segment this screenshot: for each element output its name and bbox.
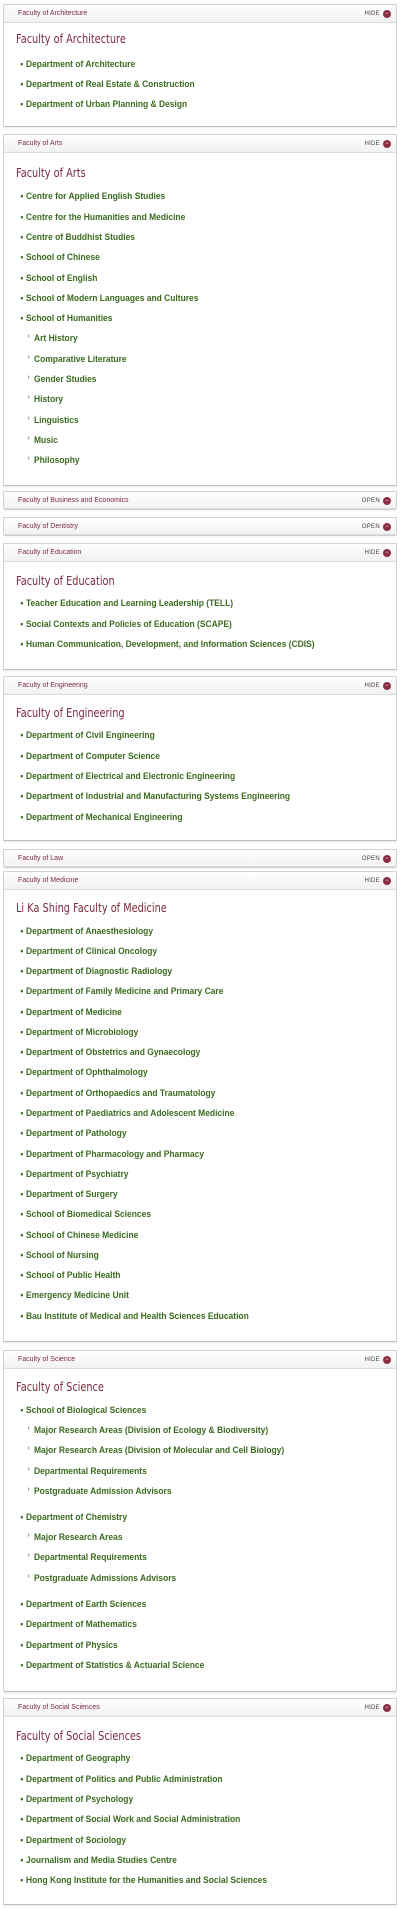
- link-label: Department of Chemistry: [26, 1512, 128, 1522]
- department-link[interactable]: [20, 771, 236, 781]
- department-link[interactable]: [20, 1230, 139, 1240]
- section-shadow: [4, 126, 396, 130]
- link-label: Department of Architecture: [26, 59, 136, 69]
- faculty-title: Faculty of Social Sciences: [16, 1728, 142, 1743]
- sub-bullet-icon: ›: [27, 1445, 30, 1452]
- section-shadow: [4, 866, 396, 870]
- link-label: School of Biomedical Sciences: [26, 1209, 152, 1219]
- bullet-icon: •: [20, 1290, 24, 1300]
- link-label: Department of Civil Engineering: [26, 730, 155, 740]
- link-label: School of English: [26, 273, 98, 283]
- department-link[interactable]: [20, 946, 158, 956]
- faculty-section-science: [3, 1350, 397, 1692]
- bullet-icon: •: [20, 1835, 24, 1845]
- department-link[interactable]: [20, 1027, 139, 1037]
- toggle-label: HIDE: [364, 549, 380, 556]
- department-link[interactable]: [20, 1794, 134, 1804]
- toggle-label: HIDE: [364, 1704, 380, 1711]
- department-link[interactable]: [20, 1599, 147, 1609]
- faculty-header-medicine[interactable]: [4, 872, 396, 890]
- bullet-icon: •: [20, 1270, 24, 1280]
- bullet-icon: •: [20, 986, 24, 996]
- hide-toggle[interactable]: [364, 549, 391, 557]
- bullet-icon: •: [20, 1814, 24, 1824]
- faculty-header-social[interactable]: [4, 1699, 396, 1717]
- hide-toggle[interactable]: [364, 140, 391, 148]
- collapse-icon: −: [383, 140, 391, 148]
- link-label: Postgraduate Admissions Advisors: [34, 1573, 177, 1583]
- bullet-icon: •: [20, 212, 24, 222]
- sub-bullet-icon: ›: [27, 1466, 30, 1473]
- bullet-icon: •: [20, 1855, 24, 1865]
- collapse-icon: −: [383, 682, 391, 690]
- bullet-icon: •: [20, 598, 24, 608]
- department-link[interactable]: [20, 191, 166, 201]
- department-link[interactable]: [20, 1855, 177, 1865]
- bullet-icon: •: [20, 1794, 24, 1804]
- department-link[interactable]: [20, 232, 136, 242]
- department-link[interactable]: [20, 1169, 129, 1179]
- department-link[interactable]: [20, 1835, 127, 1845]
- bullet-icon: •: [20, 1230, 24, 1240]
- collapse-icon: −: [383, 877, 391, 885]
- department-link[interactable]: [20, 1875, 268, 1885]
- expand-icon: −: [383, 523, 391, 531]
- bullet-icon: •: [20, 791, 24, 801]
- link-label: Department of Mechanical Engineering: [26, 812, 183, 822]
- faculty-header-education[interactable]: [4, 544, 396, 562]
- hide-toggle[interactable]: [364, 877, 391, 885]
- department-link[interactable]: [20, 1270, 121, 1280]
- department-link[interactable]: [20, 1753, 131, 1763]
- open-toggle[interactable]: [362, 523, 391, 531]
- department-link[interactable]: [20, 1640, 118, 1650]
- link-label: Departmental Requirements: [34, 1552, 147, 1562]
- bullet-icon: •: [20, 273, 24, 283]
- department-link[interactable]: [20, 730, 155, 740]
- sub-department-link[interactable]: [27, 394, 64, 404]
- link-label: Department of Clinical Oncology: [26, 946, 158, 956]
- link-label: Emergency Medicine Unit: [26, 1290, 129, 1300]
- link-label: Department of Geography: [26, 1753, 131, 1763]
- link-label: Gender Studies: [34, 374, 97, 384]
- sub-bullet-icon: ›: [27, 1552, 30, 1559]
- faculty-header-label: Faculty of Medicine: [18, 877, 79, 884]
- bullet-icon: •: [20, 1067, 24, 1077]
- department-link[interactable]: [20, 598, 234, 608]
- sub-department-link[interactable]: [27, 1445, 285, 1455]
- bullet-icon: •: [20, 79, 24, 89]
- faculty-header-science[interactable]: [4, 1351, 396, 1369]
- bullet-icon: •: [20, 751, 24, 761]
- link-label: School of Nursing: [26, 1250, 99, 1260]
- sub-department-link[interactable]: [27, 455, 80, 465]
- faculty-section-architecture: [3, 4, 397, 127]
- link-label: School of Humanities: [26, 313, 113, 323]
- department-link[interactable]: [20, 1512, 128, 1522]
- sub-department-link[interactable]: [27, 435, 58, 445]
- sub-bullet-icon: ›: [27, 455, 30, 462]
- hide-toggle[interactable]: [364, 1356, 391, 1364]
- bullet-icon: •: [20, 1128, 24, 1138]
- toggle-label: HIDE: [364, 682, 380, 689]
- department-link[interactable]: [20, 293, 199, 303]
- department-link[interactable]: [20, 1128, 127, 1138]
- faculty-section-medicine: [3, 871, 397, 1342]
- department-link[interactable]: [20, 313, 113, 323]
- faculty-header-label: Faculty of Business and Economics: [18, 497, 129, 504]
- department-link[interactable]: [20, 812, 183, 822]
- link-label: Human Communication, Development, and Information Sciences (CDIS): [26, 639, 315, 649]
- department-link[interactable]: [20, 1660, 205, 1670]
- collapse-icon: −: [383, 10, 391, 18]
- sub-department-link[interactable]: [27, 1532, 123, 1542]
- sub-department-link[interactable]: [27, 354, 127, 364]
- department-link[interactable]: [20, 79, 195, 89]
- faculty-section-dentistry: [3, 517, 397, 535]
- faculty-section-arts: [3, 134, 397, 486]
- department-link[interactable]: [20, 751, 160, 761]
- section-shadow: [4, 1691, 396, 1695]
- sub-bullet-icon: ›: [27, 435, 30, 442]
- link-label: Department of Anaesthesiology: [26, 926, 154, 936]
- link-label: Art History: [34, 333, 78, 343]
- faculty-header-label: Faculty of Architecture: [18, 10, 88, 17]
- collapse-icon: −: [383, 1704, 391, 1712]
- link-label: Departmental Requirements: [34, 1466, 147, 1476]
- department-link[interactable]: [20, 1067, 148, 1077]
- link-label: Department of Mathematics: [26, 1619, 137, 1629]
- toggle-label: HIDE: [364, 140, 380, 147]
- bullet-icon: •: [20, 771, 24, 781]
- department-link[interactable]: [20, 1149, 205, 1159]
- department-link[interactable]: [20, 1814, 241, 1824]
- bullet-icon: •: [20, 1753, 24, 1763]
- department-link[interactable]: [20, 273, 98, 283]
- toggle-label: OPEN: [361, 497, 380, 504]
- bullet-icon: •: [20, 812, 24, 822]
- bullet-icon: •: [20, 926, 24, 936]
- department-link[interactable]: [20, 1311, 249, 1321]
- link-label: Major Research Areas (Division of Ecology & Biodiversity): [34, 1425, 269, 1435]
- link-label: Philosophy: [34, 455, 80, 465]
- department-link[interactable]: [20, 639, 315, 649]
- bullet-icon: •: [20, 1599, 24, 1609]
- bullet-icon: •: [20, 191, 24, 201]
- toggle-label: OPEN: [361, 855, 380, 862]
- link-label: School of Biological Sciences: [26, 1405, 147, 1415]
- link-label: Centre of Buddhist Studies: [26, 232, 136, 242]
- department-link[interactable]: [20, 252, 100, 262]
- link-label: Department of Ophthalmology: [26, 1067, 148, 1077]
- collapse-icon: −: [383, 549, 391, 557]
- bullet-icon: •: [20, 232, 24, 242]
- link-label: Department of Family Medicine and Primary Care: [26, 986, 224, 996]
- bullet-icon: •: [20, 99, 24, 109]
- sub-bullet-icon: ›: [27, 1486, 30, 1493]
- section-shadow: [4, 508, 396, 512]
- link-label: Department of Social Work and Social Administration: [26, 1814, 241, 1824]
- bullet-icon: •: [20, 1027, 24, 1037]
- faculty-section-law: [3, 849, 397, 867]
- bullet-icon: •: [20, 1640, 24, 1650]
- bullet-icon: •: [20, 1774, 24, 1784]
- bullet-icon: •: [20, 1169, 24, 1179]
- faculty-title: Li Ka Shing Faculty of Medicine: [16, 900, 167, 915]
- bullet-icon: •: [20, 1875, 24, 1885]
- bullet-icon: •: [20, 313, 24, 323]
- sub-department-link[interactable]: [27, 1425, 269, 1435]
- link-label: Department of Computer Science: [26, 751, 160, 761]
- open-toggle[interactable]: [362, 497, 391, 505]
- sub-bullet-icon: ›: [27, 1532, 30, 1539]
- expand-icon: −: [383, 855, 391, 863]
- faculty-header-label: Faculty of Science: [18, 1356, 76, 1363]
- hide-toggle[interactable]: [364, 1704, 391, 1712]
- toggle-label: HIDE: [364, 877, 380, 884]
- section-shadow: [4, 485, 396, 489]
- bullet-icon: •: [20, 1512, 24, 1522]
- sub-department-link[interactable]: [27, 415, 79, 425]
- link-label: Department of Pathology: [26, 1128, 127, 1138]
- department-link[interactable]: [20, 966, 173, 976]
- link-label: Department of Real Estate & Construction: [26, 79, 195, 89]
- link-label: Department of Urban Planning & Design: [26, 99, 188, 109]
- faculty-title: Faculty of Science: [16, 1379, 104, 1394]
- link-label: Linguistics: [34, 415, 79, 425]
- link-label: Music: [34, 435, 58, 445]
- bullet-icon: •: [20, 639, 24, 649]
- department-link[interactable]: [20, 926, 154, 936]
- link-label: Department of Industrial and Manufacturing Systems Engineering: [26, 791, 291, 801]
- department-link[interactable]: [20, 1290, 129, 1300]
- faculty-header-label: Faculty of Dentistry: [18, 523, 78, 530]
- link-label: Teacher Education and Learning Leadership (TELL): [26, 598, 234, 608]
- link-label: Department of Microbiology: [26, 1027, 139, 1037]
- bullet-icon: •: [20, 1189, 24, 1199]
- sub-bullet-icon: ›: [27, 374, 30, 381]
- link-label: Department of Pharmacology and Pharmacy: [26, 1149, 205, 1159]
- bullet-icon: •: [20, 1108, 24, 1118]
- sub-department-link[interactable]: [27, 1552, 147, 1562]
- link-label: School of Chinese Medicine: [26, 1230, 139, 1240]
- link-label: Social Contexts and Policies of Education (SCAPE): [26, 619, 232, 629]
- toggle-label: HIDE: [364, 1356, 380, 1363]
- sub-department-link[interactable]: [27, 1573, 177, 1583]
- department-link[interactable]: [20, 1250, 99, 1260]
- link-label: History: [34, 394, 64, 404]
- hide-toggle[interactable]: [364, 10, 391, 18]
- faculty-title: Faculty of Engineering: [16, 705, 125, 720]
- link-label: Hong Kong Institute for the Humanities and Social Sciences: [26, 1875, 268, 1885]
- bullet-icon: •: [20, 1619, 24, 1629]
- department-link[interactable]: [20, 1189, 118, 1199]
- faculty-header-label: Faculty of Engineering: [18, 682, 88, 689]
- department-link[interactable]: [20, 1047, 201, 1057]
- bullet-icon: •: [20, 59, 24, 69]
- department-link[interactable]: [20, 1774, 223, 1784]
- bullet-icon: •: [20, 730, 24, 740]
- link-label: Bau Institute of Medical and Health Sciences Education: [26, 1311, 249, 1321]
- hide-toggle[interactable]: [364, 682, 391, 690]
- toggle-label: OPEN: [361, 523, 380, 530]
- link-label: School of Chinese: [26, 252, 100, 262]
- bullet-icon: •: [20, 1660, 24, 1670]
- link-label: Postgraduate Admission Advisors: [34, 1486, 172, 1496]
- sub-department-link[interactable]: [27, 1486, 172, 1496]
- link-label: Department of Surgery: [26, 1189, 118, 1199]
- sub-bullet-icon: ›: [27, 354, 30, 361]
- link-label: Department of Diagnostic Radiology: [26, 966, 173, 976]
- link-label: Journalism and Media Studies Centre: [26, 1855, 177, 1865]
- faculty-header-engineering[interactable]: [4, 677, 396, 695]
- toggle-label: HIDE: [364, 10, 380, 17]
- sub-bullet-icon: ›: [27, 333, 30, 340]
- department-link[interactable]: [20, 59, 136, 69]
- bullet-icon: •: [20, 1250, 24, 1260]
- bullet-icon: •: [20, 1209, 24, 1219]
- faculty-header-label: Faculty of Social Sciences: [18, 1704, 100, 1711]
- faculty-section-business: [3, 491, 397, 509]
- bullet-icon: •: [20, 946, 24, 956]
- department-link[interactable]: [20, 212, 186, 222]
- department-link[interactable]: [20, 1108, 235, 1118]
- collapse-icon: −: [383, 1356, 391, 1364]
- section-shadow: [4, 840, 396, 844]
- link-label: Department of Earth Sciences: [26, 1599, 147, 1609]
- link-label: Department of Statistics & Actuarial Science: [26, 1660, 205, 1670]
- bullet-icon: •: [20, 1311, 24, 1321]
- department-link[interactable]: [20, 1405, 147, 1415]
- faculty-header-label: Faculty of Education: [18, 549, 82, 556]
- section-shadow: [4, 669, 396, 673]
- sub-department-link[interactable]: [27, 333, 78, 343]
- link-label: Department of Medicine: [26, 1007, 122, 1017]
- bullet-icon: •: [20, 252, 24, 262]
- link-label: Department of Electrical and Electronic Engineering: [26, 771, 236, 781]
- bullet-icon: •: [20, 619, 24, 629]
- bullet-icon: •: [20, 1405, 24, 1415]
- link-label: Centre for Applied English Studies: [26, 191, 166, 201]
- sub-bullet-icon: ›: [27, 1425, 30, 1432]
- link-label: Major Research Areas: [34, 1532, 123, 1542]
- link-label: Major Research Areas (Division of Molecular and Cell Biology): [34, 1445, 285, 1455]
- bullet-icon: •: [20, 966, 24, 976]
- link-label: Department of Sociology: [26, 1835, 127, 1845]
- faculty-title: Faculty of Arts: [16, 165, 86, 180]
- section-shadow: [4, 534, 396, 538]
- sub-bullet-icon: ›: [27, 1573, 30, 1580]
- link-label: Department of Obstetrics and Gynaecology: [26, 1047, 201, 1057]
- faculty-title: Faculty of Architecture: [16, 31, 126, 46]
- faculty-section-social: [3, 1698, 397, 1905]
- faculty-section-education: [3, 543, 397, 670]
- link-label: Department of Psychiatry: [26, 1169, 129, 1179]
- bullet-icon: •: [20, 1088, 24, 1098]
- link-label: Department of Politics and Public Administration: [26, 1774, 223, 1784]
- faculty-header-label: Faculty of Law: [18, 855, 64, 862]
- department-link[interactable]: [20, 986, 224, 996]
- department-link[interactable]: [20, 791, 291, 801]
- sub-bullet-icon: ›: [27, 394, 30, 401]
- faculty-header-arts[interactable]: [4, 135, 396, 153]
- bullet-icon: •: [20, 1149, 24, 1159]
- link-label: School of Public Health: [26, 1270, 121, 1280]
- department-link[interactable]: [20, 1209, 152, 1219]
- faculty-section-engineering: [3, 676, 397, 841]
- bullet-icon: •: [20, 1007, 24, 1017]
- department-link[interactable]: [20, 99, 188, 109]
- link-label: Department of Orthopaedics and Traumatology: [26, 1088, 216, 1098]
- expand-icon: −: [383, 497, 391, 505]
- department-link[interactable]: [20, 1007, 122, 1017]
- department-link[interactable]: [20, 1088, 216, 1098]
- bullet-icon: •: [20, 1047, 24, 1057]
- department-link[interactable]: [20, 1619, 137, 1629]
- link-label: Comparative Literature: [34, 354, 127, 364]
- sub-department-link[interactable]: [27, 374, 97, 384]
- faculty-header-architecture[interactable]: [4, 5, 396, 23]
- faculty-header-label: Faculty of Arts: [18, 140, 63, 147]
- link-label: School of Modern Languages and Cultures: [26, 293, 199, 303]
- link-label: Centre for the Humanities and Medicine: [26, 212, 186, 222]
- sub-department-link[interactable]: [27, 1466, 147, 1476]
- faculty-title: Faculty of Education: [16, 573, 115, 588]
- sub-bullet-icon: ›: [27, 415, 30, 422]
- department-link[interactable]: [20, 619, 232, 629]
- bullet-icon: •: [20, 293, 24, 303]
- link-label: Department of Psychology: [26, 1794, 134, 1804]
- link-label: Department of Paediatrics and Adolescent Medicine: [26, 1108, 235, 1118]
- open-toggle[interactable]: [362, 855, 391, 863]
- link-label: Department of Physics: [26, 1640, 118, 1650]
- section-shadow: [4, 1341, 396, 1345]
